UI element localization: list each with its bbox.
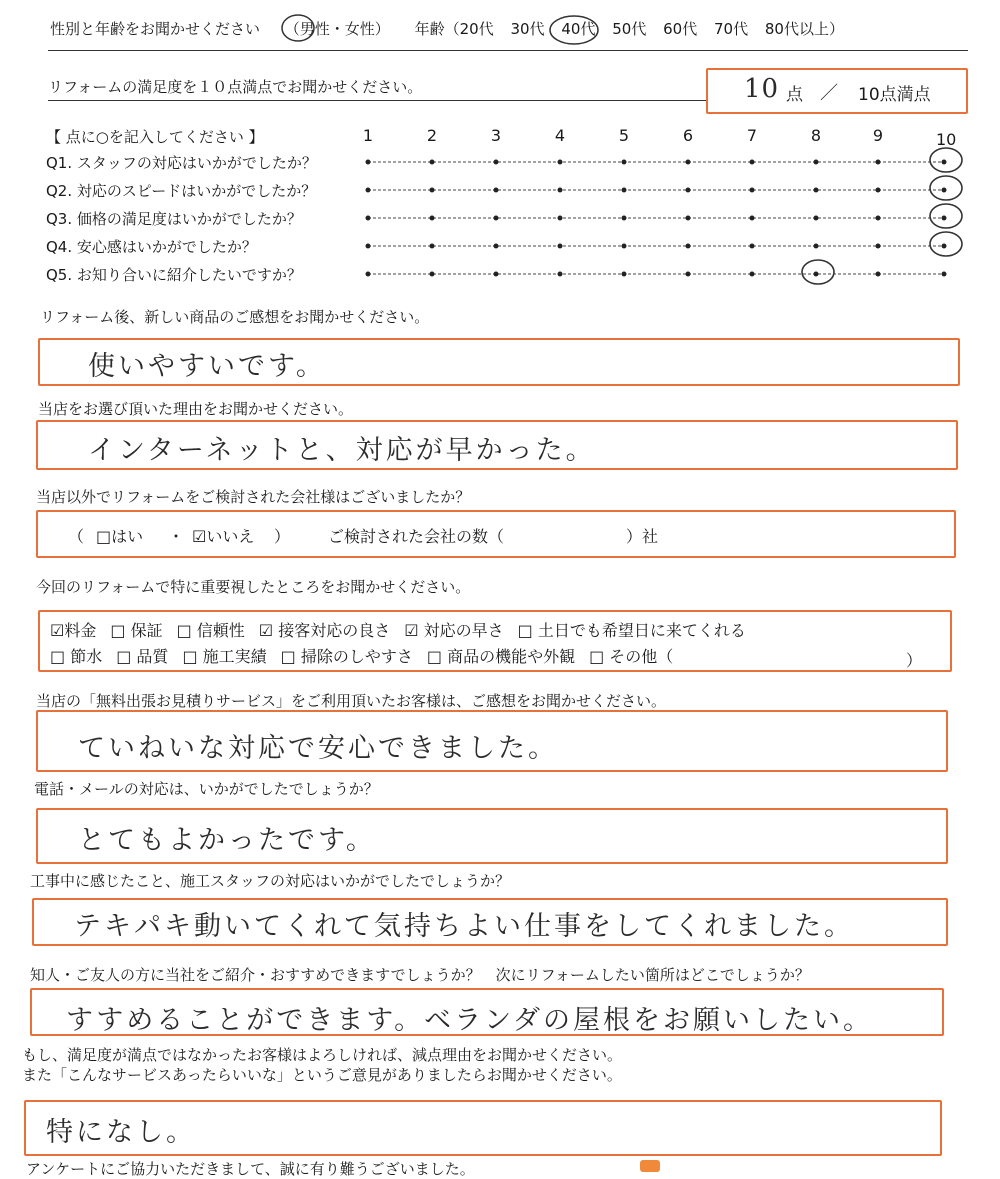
other-yes-checkbox[interactable]: □はい (96, 527, 144, 546)
free-estimate-answer-box[interactable] (36, 710, 948, 772)
free-estimate-answer: ていねいな対応で安心できました。 (78, 733, 558, 764)
rating-dot-q4-3 (494, 244, 499, 249)
age-70[interactable]: 70代 (713, 20, 749, 38)
age-20[interactable]: 20代 (459, 20, 494, 38)
score-max: 10点満点 (858, 85, 931, 105)
rating-dot-q1-3 (494, 160, 499, 165)
age-40-circle-mark (550, 16, 598, 44)
scale-8: 8 (810, 126, 822, 145)
satisfaction-underline (48, 100, 706, 101)
rating-dot-q2-3 (494, 188, 499, 193)
rating-answer-mark-q3 (930, 204, 962, 228)
rating-dot-q4-8 (814, 244, 819, 249)
age-50[interactable]: 50代 (612, 20, 647, 38)
scale-9: 9 (872, 126, 884, 145)
rating-dot-q2-7 (750, 188, 755, 193)
satisfaction-score-handwritten: 10 (744, 74, 780, 104)
rating-dot-q1-4 (558, 160, 563, 165)
scale-3: 3 (490, 126, 502, 145)
question-2-label: Q2. 対応のスピードはいかがでしたか？ (46, 182, 317, 200)
construction-label: 工事中に感じたこと、施工スタッフの対応はいかがでしたでしょうか？ (30, 872, 511, 890)
after-reform-label: リフォーム後、新しい商品のご感想をお聞かせください。 (40, 308, 430, 326)
company-count-label: ご検討された会社の数（ (328, 527, 505, 546)
priority-speed-checkbox[interactable]: ☑ 対応の早さ (404, 621, 504, 640)
priority-record-checkbox[interactable]: □ 施工実績 (182, 647, 267, 666)
question-4-label: Q4. 安心感はいかがでしたか？ (46, 238, 257, 256)
rating-dot-q3-5 (622, 216, 627, 221)
age-label: 年齢（ (414, 20, 460, 38)
age-40[interactable]: 40代 (561, 20, 596, 38)
free-estimate-label: 当店の「無料出張お見積りサービス」をご利用頂いたお客様は、ご感想をお聞かせください。 (36, 692, 667, 710)
rating-dot-q3-3 (494, 216, 499, 221)
rating-dot-q4-2 (430, 244, 435, 249)
rating-answer-mark-q5 (802, 260, 834, 284)
rating-dot-q3-8 (814, 216, 819, 221)
rating-dot-q3-1 (366, 216, 371, 221)
rating-dot-q4-10 (942, 244, 947, 249)
satisfaction-score-box[interactable] (706, 68, 968, 114)
gender-age-circles (0, 0, 1000, 60)
rating-answer-mark-q4 (930, 232, 962, 256)
footer-badge (640, 1160, 660, 1172)
rating-dot-q5-3 (494, 272, 499, 277)
rating-dot-q5-10 (942, 272, 947, 277)
priority-warranty-checkbox[interactable]: □ 保証 (110, 621, 163, 640)
rating-dot-q1-8 (814, 160, 819, 165)
question-3-label: Q3. 価格の満足度はいかがでしたか？ (46, 210, 302, 228)
priority-other-checkbox[interactable]: □ その他（ (589, 647, 674, 666)
rating-dot-q5-1 (366, 272, 371, 277)
after-reform-answer-box[interactable] (38, 338, 960, 386)
rating-dot-q1-5 (622, 160, 627, 165)
rating-dot-q1-7 (750, 160, 755, 165)
priority-label: 今回のリフォームで特に重要視したところをお聞かせください。 (36, 578, 471, 596)
other-no-checkbox[interactable]: ☑いいえ (192, 527, 255, 546)
gender-age-label: 性別と年齢をお聞かせください (50, 20, 261, 38)
improvement-label-2: また「こんなサービスあったらいいな」というご意見がありましたらお聞かせください。 (22, 1066, 622, 1084)
priority-cleaning-checkbox[interactable]: □ 掃除のしやすさ (280, 647, 413, 666)
priority-row-2 (50, 644, 687, 667)
rating-dot-q4-5 (622, 244, 627, 249)
company-count-unit: ）社 (626, 527, 659, 546)
phone-mail-answer: とてもよかったです。 (78, 825, 376, 856)
rating-dot-q1-10 (942, 160, 947, 165)
rating-dot-q1-2 (430, 160, 435, 165)
rating-dot-q5-4 (558, 272, 563, 277)
score-unit: 点 (786, 85, 803, 105)
rating-dot-q1-6 (686, 160, 691, 165)
rating-dot-q5-5 (622, 272, 627, 277)
construction-answer: テキパキ動いてくれて気持ちよい仕事をしてくれました。 (74, 911, 854, 942)
priority-trust-checkbox[interactable]: □ 信頼性 (176, 621, 245, 640)
age-80[interactable]: 80代以上） (764, 20, 844, 38)
rating-dot-q3-4 (558, 216, 563, 221)
priority-weekend-checkbox[interactable]: □ 土日でも希望日に来てくれる (517, 621, 746, 640)
rating-dot-q4-4 (558, 244, 563, 249)
rating-dot-q4-9 (876, 244, 881, 249)
rating-dot-q5-9 (876, 272, 881, 277)
priority-row-1 (50, 618, 760, 641)
rating-dot-q3-7 (750, 216, 755, 221)
question-1-label: Q1. スタッフの対応はいかがでしたか？ (46, 154, 317, 172)
scale-2: 2 (426, 126, 438, 145)
age-30[interactable]: 30代 (510, 20, 545, 38)
other-open-paren: （ (68, 527, 85, 546)
scale-7: 7 (746, 126, 758, 145)
rating-dot-q5-8 (814, 272, 819, 277)
recommend-label: 知人・ご友人の方に当社をご紹介・おすすめできますでしょうか？ 次にリフォームしたい箇所はどこでしょうか？ (30, 966, 810, 984)
priority-water-checkbox[interactable]: □ 節水 (50, 647, 103, 666)
question-5-label: Q5. お知り合いに紹介したいですか？ (46, 266, 302, 284)
improvement-answer-box[interactable] (24, 1100, 942, 1156)
rating-dot-q2-1 (366, 188, 371, 193)
reason-answer: インターネットと、対応が早かった。 (88, 435, 596, 466)
rating-dot-q2-8 (814, 188, 819, 193)
rating-dot-q2-10 (942, 188, 947, 193)
after-reform-answer: 使いやすいです。 (88, 351, 326, 382)
rating-dot-q3-10 (942, 216, 947, 221)
recommend-answer-box[interactable] (30, 988, 944, 1036)
other-companies-label: 当店以外でリフォームをご検討された会社様はございましたか？ (36, 488, 471, 506)
scale-6: 6 (682, 126, 694, 145)
rating-dot-q5-6 (686, 272, 691, 277)
rating-scale-lines[interactable] (0, 140, 1000, 315)
rating-dot-q2-2 (430, 188, 435, 193)
other-companies-box (36, 510, 956, 558)
scale-4: 4 (554, 126, 566, 145)
rating-dot-q4-1 (366, 244, 371, 249)
rating-dot-q3-6 (686, 216, 691, 221)
rating-answer-mark-q2 (930, 176, 962, 200)
rating-dot-q2-9 (876, 188, 881, 193)
gender-options[interactable]: （男性・女性） (284, 20, 390, 38)
priority-price-checkbox[interactable]: ☑料金 (50, 621, 97, 640)
scale-5: 5 (618, 126, 630, 145)
age-60[interactable]: 60代 (663, 20, 698, 38)
rating-dot-q5-7 (750, 272, 755, 277)
other-dot: ・ (168, 527, 185, 546)
recommend-answer: すすめることができます。ベランダの屋根をお願いしたい。 (66, 1005, 874, 1036)
priority-other-close: ） (906, 651, 923, 670)
improvement-label-1: もし、満足度が満点ではなかったお客様はよろしければ、減点理由をお聞かせください。 (22, 1046, 623, 1064)
footer-thanks: アンケートにご協力いただきまして、誠に有り難うございました。 (26, 1160, 475, 1178)
improvement-answer: 特になし。 (46, 1117, 196, 1148)
reason-label: 当店をお選び頂いた理由をお聞かせください。 (38, 400, 354, 418)
score-slash: ／ (820, 83, 838, 104)
rating-dot-q4-7 (750, 244, 755, 249)
phone-mail-answer-box[interactable] (36, 808, 948, 864)
rating-dot-q2-6 (686, 188, 691, 193)
priority-service-checkbox[interactable]: ☑ 接客対応の良さ (258, 621, 391, 640)
rating-dot-q3-2 (430, 216, 435, 221)
rating-dot-q3-9 (876, 216, 881, 221)
construction-answer-box[interactable] (32, 898, 948, 946)
male-circle-mark (282, 15, 314, 41)
reason-answer-box[interactable] (36, 420, 958, 470)
rating-answer-mark-q1 (930, 148, 962, 172)
scale-1: 1 (362, 126, 374, 145)
rating-dot-q2-4 (558, 188, 563, 193)
rating-dot-q4-6 (686, 244, 691, 249)
scale-10: 10 (936, 130, 957, 149)
other-close-paren: ） (274, 527, 291, 546)
rating-instruction: 【 点に○を記入してください 】 (46, 128, 264, 146)
phone-mail-label: 電話・メールの対応は、いかがでしたでしょうか？ (34, 780, 379, 798)
rating-dot-q2-5 (622, 188, 627, 193)
rating-dot-q1-1 (366, 160, 371, 165)
satisfaction-label: リフォームの満足度を１０点満点でお聞かせください。 (48, 78, 423, 96)
priority-quality-checkbox[interactable]: □ 品質 (116, 647, 169, 666)
rating-dot-q1-9 (876, 160, 881, 165)
priority-function-checkbox[interactable]: □ 商品の機能や外観 (426, 647, 576, 666)
rating-dot-q5-2 (430, 272, 435, 277)
